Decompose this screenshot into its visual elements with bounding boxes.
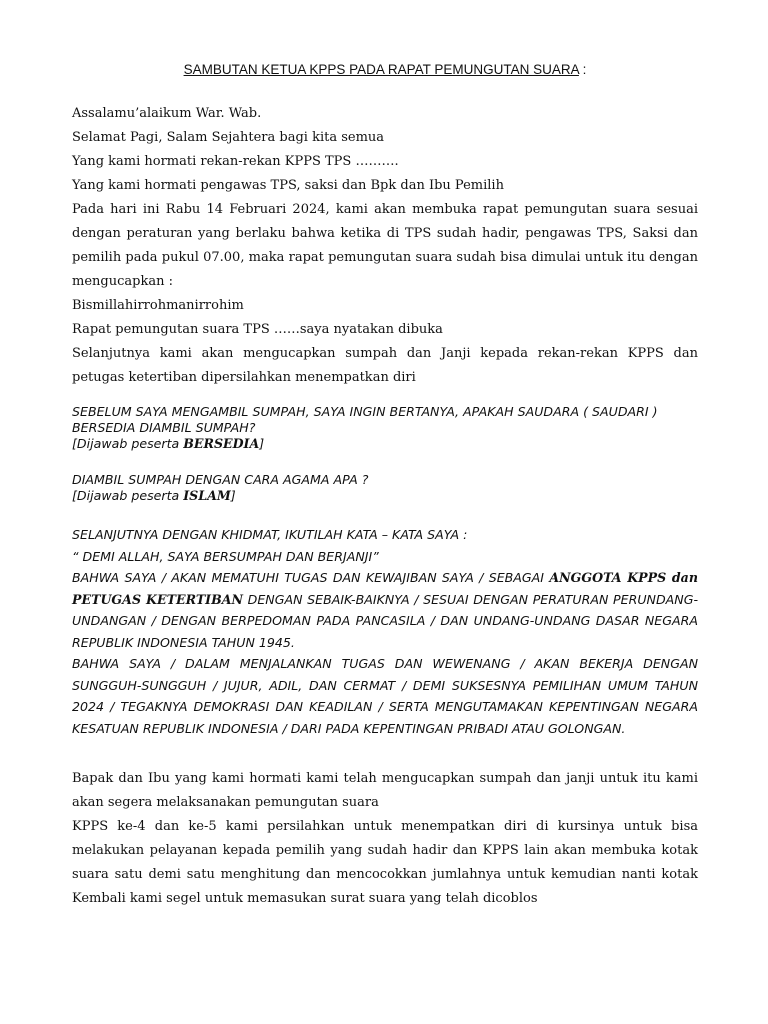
greeting-line: Yang kami hormati pengawas TPS, saksi dan Bpk dan Ibu Pemilih [72, 178, 504, 193]
closing-paragraph-1: Bapak dan Ibu yang kami hormati kami telah mengucapkan sumpah dan janji untuk itu kami akan segera melaksanakan pemungutan suara [72, 771, 698, 810]
oath-paragraph-2: BAHWA SAYA / DALAM MENJALANKAN TUGAS DAN WEWENANG / AKAN BEKERJA DENGAN SUNGGUH-SUNGGUH / JUJUR, ADIL, DAN CERMAT / DEMI SUKSESNYA PEMILIHAN UMUM TAHUN 2024 / TEGAKNYA DEMOKRASI DAN KEADILAN / SERTA MENGUTAMAKAN KEPENTINGAN NEGARA KESATUAN REPUBLIK INDONESIA / DARI PADA KEPENTINGAN PRIBADI ATAU GOLONGAN. [72, 656, 698, 736]
answer-prefix: [Dijawab peserta [72, 436, 184, 451]
oath-bold-role: ANGGOTA KPPS dan PETUGAS KETERTIBAN [72, 570, 698, 607]
bismillah-line: Bismillahirrohmanirrohim [72, 298, 244, 313]
title-suffix: : [578, 62, 587, 77]
oath-question-willing: SEBELUM SAYA MENGAMBIL SUMPAH, SAYA INGIN BERTANYA, APAKAH SAUDARA ( SAUDARI ) BERSEDIA DIAMBIL SUMPAH? [72, 404, 658, 435]
next-paragraph: Selanjutnya kami akan mengucapkan sumpah dan Janji kepada rekan-rekan KPPS dan petugas ketertiban dipersilahkan menempatkan diri [72, 346, 698, 385]
answer-willing [72, 436, 698, 452]
oath-question-religion: DIAMBIL SUMPAH DENGAN CARA AGAMA APA ? [72, 472, 369, 487]
intro-paragraph: Pada hari ini Rabu 14 Februari 2024, kami akan membuka rapat pemungutan suara sesuai dengan peraturan yang berlaku bahwa ketika di TPS sudah hadir, pengawas TPS, Saksi dan pemilih pada pukul 07.00, maka rapat pemungutan suara sudah bisa dimulai untuk itu dengan mengucapkan : [72, 202, 698, 289]
opening-statement: Rapat pemungutan suara TPS ……saya nyatakan dibuka [72, 322, 443, 337]
oath-intro: SELANJUTNYA DENGAN KHIDMAT, IKUTILAH KATA – KATA SAYA : [72, 527, 468, 542]
greeting-line: Assalamu’alaikum War. Wab. [72, 106, 262, 121]
answer-bold: BERSEDIA [183, 436, 260, 451]
oath-paragraph-1: BAHWA SAYA / AKAN MEMATUHI TUGAS DAN KEWAJIBAN SAYA / SEBAGAI ANGGOTA KPPS dan PETUGAS KETERTIBAN DENGAN SEBAIK-BAIKNYA / SESUAI DENGAN PERATURAN PERUNDANG-UNDANGAN / DENGAN BERPEDOMAN PADA PANCASILA / DAN UNDANG-UNDANG DASAR NEGARA REPUBLIK INDONESIA TAHUN 1945. [72, 570, 698, 650]
document-title [72, 60, 698, 80]
document-page [72, 60, 698, 911]
greeting-line: Yang kami hormati rekan-rekan KPPS TPS ………. [72, 154, 399, 169]
answer-prefix: [Dijawab peserta [72, 488, 184, 503]
answer-suffix: ] [230, 488, 236, 503]
answer-religion [72, 488, 698, 504]
closing-paragraph-2: KPPS ke-4 dan ke-5 kami persilahkan untuk menempatkan diri di kursinya untuk bisa melakukan pelayanan kepada pemilih yang sudah hadir dan KPPS lain akan membuka kotak suara satu demi satu menghitung dan mencocokkan jumlahnya untuk kemudian nanti kotak Kembali kami segel untuk memasukan surat suara yang telah dicoblos [72, 819, 698, 906]
greeting-line: Selamat Pagi, Salam Sejahtera bagi kita semua [72, 130, 385, 145]
title-text: SAMBUTAN KETUA KPPS PADA RAPAT PEMUNGUTAN SUARA [183, 62, 579, 77]
answer-suffix: ] [259, 436, 265, 451]
oath-invocation: “ DEMI ALLAH, SAYA BERSUMPAH DAN BERJANJI” [72, 548, 379, 564]
answer-bold: ISLAM [183, 488, 231, 503]
